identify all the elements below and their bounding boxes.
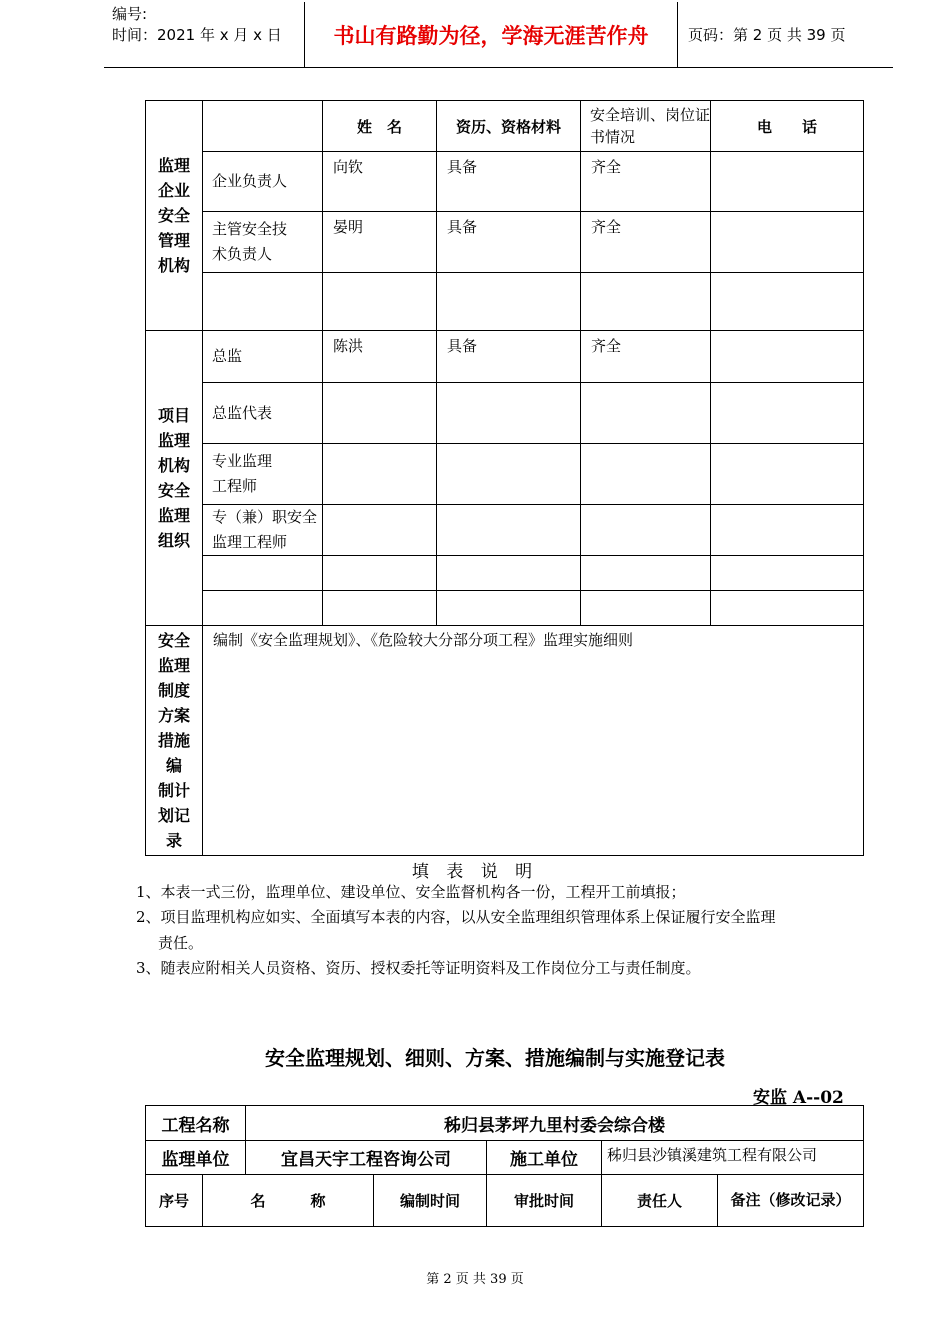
certificate-cell: 齐全 [581,331,711,383]
time-label: 时间：2021 年 x 月 x 日 [112,26,282,44]
supervisor-label: 监理单位 [146,1141,246,1175]
role-cell: 主管安全技术负责人 [203,212,323,273]
certificate-cell [581,556,711,591]
name-cell [323,505,437,556]
contractor-label: 施工单位 [487,1141,602,1175]
certificate-cell [581,444,711,505]
table-row [146,212,864,273]
phone-cell [711,273,864,331]
plan-record-row [146,626,864,856]
col-remarks: 备注（修改记录） [718,1175,864,1227]
notes-title: 填 表 说 明 [411,862,539,882]
certificate-cell [581,273,711,331]
phone-cell [711,152,864,212]
header-page-label: 页码：第 2 页 共 39 页 [688,26,846,44]
header-info [112,4,282,46]
certificate-cell [581,505,711,556]
note-item: 2、项目监理机构应如实、全面填写本表的内容，以从安全监理组织管理体系上保证履行安全监理 [136,908,776,926]
table-header-row [146,101,864,152]
plan-record-text: 编制《安全监理规划》、《危险较大分部分项工程》监理实施细则 [203,626,864,856]
phone-cell [711,331,864,383]
section-label-enterprise: 监理企业安全管理机构 [146,101,203,331]
header-cell-qualification: 资历、资格材料 [437,101,581,152]
contractor-value: 秭归县沙镇溪建筑工程有限公司 [602,1141,864,1175]
project-value: 秭归县茅坪九里村委会综合楼 [246,1106,864,1141]
name-cell: 陈洪 [323,331,437,383]
table-row [146,331,864,383]
form2-title: 安全监理规划、细则、方案、措施编制与实施登记表 [265,1046,725,1070]
header-cell-certificate: 安全培训、岗位证书情况 [581,101,711,152]
certificate-cell [581,383,711,444]
header-cell-phone: 电 话 [711,101,864,152]
registration-table [145,1105,864,1227]
qualification-cell [437,591,581,626]
page-footer: 第 2 页 共 39 页 [426,1272,524,1287]
unit-row [146,1141,864,1175]
role-cell [203,591,323,626]
col-name: 名 称 [203,1175,374,1227]
note-item: 1、本表一式三份，监理单位、建设单位、安全监督机构各一份，工程开工前填报； [136,883,686,901]
phone-cell [711,505,864,556]
qualification-cell [437,505,581,556]
project-row [146,1106,864,1141]
qualification-cell [437,444,581,505]
plan-record-label: 安全监理制度方案措施编 制计 划记录 [146,626,203,856]
qualification-cell [437,273,581,331]
table-row [146,556,864,591]
role-cell: 企业负责人 [203,152,323,212]
table-row [146,383,864,444]
qualification-cell: 具备 [437,331,581,383]
form2-code: 安监 A--02 [753,1088,844,1108]
header-motto: 书山有路勤为径，学海无涯苦作舟 [304,2,678,68]
name-cell: 晏明 [323,212,437,273]
col-index: 序号 [146,1175,203,1227]
header-cell-name: 姓 名 [323,101,437,152]
project-label: 工程名称 [146,1106,246,1141]
column-header-row [146,1175,864,1227]
col-approved: 审批时间 [487,1175,602,1227]
safety-org-table [145,100,864,856]
note-item: 责任。 [158,934,204,952]
supervisor-value: 宜昌天宇工程咨询公司 [246,1141,487,1175]
name-cell [323,383,437,444]
certificate-cell: 齐全 [581,152,711,212]
col-prepared: 编制时间 [374,1175,487,1227]
certificate-cell [581,591,711,626]
name-cell: 向钦 [323,152,437,212]
role-cell: 专（兼）职安全监理工程师 [203,505,323,556]
section-label-project: 项目监理机构安全监理组织 [146,331,203,626]
qualification-cell [437,383,581,444]
table-row [146,505,864,556]
name-cell [323,591,437,626]
table-row [146,273,864,331]
phone-cell [711,212,864,273]
table-row [146,152,864,212]
role-cell: 总监代表 [203,383,323,444]
phone-cell [711,556,864,591]
name-cell [323,556,437,591]
table-row [146,444,864,505]
header-divider [104,67,893,68]
role-cell [203,556,323,591]
certificate-cell: 齐全 [581,212,711,273]
name-cell [323,273,437,331]
role-cell [203,273,323,331]
role-cell: 总监 [203,331,323,383]
phone-cell [711,383,864,444]
note-item: 3、随表应附相关人员资格、资历、授权委托等证明资料及工作岗位分工与责任制度。 [136,959,701,977]
qualification-cell: 具备 [437,212,581,273]
qualification-cell: 具备 [437,152,581,212]
header-cell-role [203,101,323,152]
phone-cell [711,444,864,505]
table-row [146,591,864,626]
phone-cell [711,591,864,626]
qualification-cell [437,556,581,591]
name-cell [323,444,437,505]
role-cell: 专业监理工程师 [203,444,323,505]
number-label: 编号: [112,5,148,23]
col-responsible: 责任人 [602,1175,718,1227]
